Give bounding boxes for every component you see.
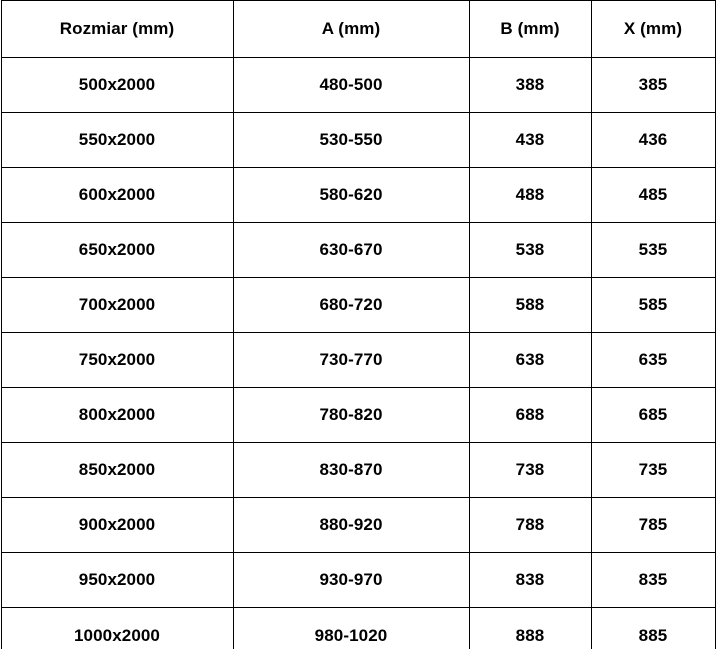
cell-b: 738 — [469, 443, 591, 498]
table-row — [1, 608, 715, 649]
cell-b: 888 — [469, 608, 591, 649]
table-row — [1, 278, 715, 333]
cell-rozmiar: 650x2000 — [1, 223, 233, 278]
cell-rozmiar: 550x2000 — [1, 113, 233, 168]
table-header — [1, 1, 715, 58]
cell-b: 438 — [469, 113, 591, 168]
cell-rozmiar: 950x2000 — [1, 553, 233, 608]
cell-a: 980-1020 — [233, 608, 469, 649]
cell-rozmiar: 600x2000 — [1, 168, 233, 223]
cell-x: 385 — [591, 58, 715, 113]
table-row — [1, 223, 715, 278]
cell-b: 638 — [469, 333, 591, 388]
cell-b: 788 — [469, 498, 591, 553]
cell-b: 488 — [469, 168, 591, 223]
cell-b: 838 — [469, 553, 591, 608]
cell-x: 785 — [591, 498, 715, 553]
column-header-a: A (mm) — [233, 1, 469, 58]
table-row — [1, 168, 715, 223]
cell-x: 485 — [591, 168, 715, 223]
cell-a: 880-920 — [233, 498, 469, 553]
cell-x: 585 — [591, 278, 715, 333]
table-row — [1, 58, 715, 113]
cell-a: 830-870 — [233, 443, 469, 498]
cell-a: 780-820 — [233, 388, 469, 443]
table-row — [1, 388, 715, 443]
size-specification-table — [1, 0, 716, 649]
table-row — [1, 498, 715, 553]
cell-x: 685 — [591, 388, 715, 443]
cell-x: 436 — [591, 113, 715, 168]
cell-a: 580-620 — [233, 168, 469, 223]
cell-b: 538 — [469, 223, 591, 278]
cell-x: 885 — [591, 608, 715, 649]
cell-x: 835 — [591, 553, 715, 608]
cell-x: 735 — [591, 443, 715, 498]
cell-a: 930-970 — [233, 553, 469, 608]
cell-b: 588 — [469, 278, 591, 333]
table-row — [1, 443, 715, 498]
cell-rozmiar: 750x2000 — [1, 333, 233, 388]
cell-x: 635 — [591, 333, 715, 388]
cell-a: 530-550 — [233, 113, 469, 168]
cell-b: 688 — [469, 388, 591, 443]
cell-rozmiar: 800x2000 — [1, 388, 233, 443]
column-header-b: B (mm) — [469, 1, 591, 58]
cell-rozmiar: 850x2000 — [1, 443, 233, 498]
column-header-x: X (mm) — [591, 1, 715, 58]
table-row — [1, 113, 715, 168]
cell-a: 630-670 — [233, 223, 469, 278]
cell-a: 730-770 — [233, 333, 469, 388]
table-row — [1, 553, 715, 608]
cell-b: 388 — [469, 58, 591, 113]
table-header-row — [1, 1, 715, 58]
cell-rozmiar: 900x2000 — [1, 498, 233, 553]
cell-x: 535 — [591, 223, 715, 278]
column-header-rozmiar: Rozmiar (mm) — [1, 1, 233, 58]
cell-a: 680-720 — [233, 278, 469, 333]
cell-rozmiar: 700x2000 — [1, 278, 233, 333]
table-row — [1, 333, 715, 388]
cell-rozmiar: 500x2000 — [1, 58, 233, 113]
cell-rozmiar: 1000x2000 — [1, 608, 233, 649]
cell-a: 480-500 — [233, 58, 469, 113]
table-body — [1, 58, 715, 649]
